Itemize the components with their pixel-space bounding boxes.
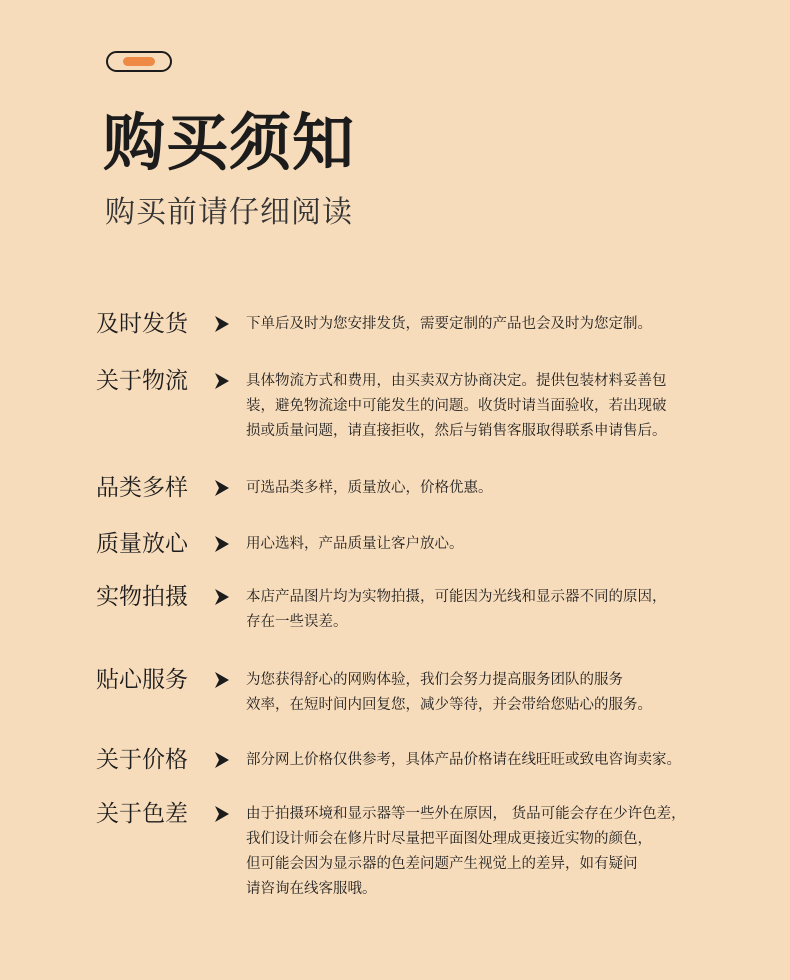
arrow-bullet-icon [213, 371, 231, 391]
notice-text-line: 损或质量问题，请直接拒收，然后与销售客服取得联系申请售后。 [246, 423, 667, 439]
notice-item-text [246, 532, 716, 557]
notice-item-label: 质量放心 [96, 531, 188, 557]
notice-item-label: 实物拍摄 [96, 584, 188, 610]
notice-text-line: 我们设计师会在修片时尽量把平面图处理成更接近实物的颜色， [246, 831, 652, 847]
notice-item-text [246, 802, 716, 902]
notice-text-line: 装，避免物流途中可能发生的问题。收货时请当面验收，若出现破 [246, 398, 667, 414]
notice-text-line: 具体物流方式和费用，由买卖双方协商决定。提供包装材料妥善包 [246, 373, 667, 389]
arrow-bullet-icon [213, 804, 231, 824]
arrow-bullet-icon [213, 534, 231, 554]
notice-item-text [246, 312, 716, 337]
notice-text-line: 效率，在短时间内回复您，减少等待，并会带给您贴心的服务。 [246, 697, 652, 713]
page-title: 购买须知 [103, 106, 356, 179]
notice-item-label: 贴心服务 [96, 667, 188, 693]
arrow-bullet-icon [213, 670, 231, 690]
notice-text-line: 本店产品图片均为实物拍摄，可能因为光线和显示器不同的原因， [246, 589, 667, 605]
notice-item-label: 关于物流 [96, 368, 188, 394]
notice-text-line: 由于拍摄环境和显示器等一些外在原因， 货品可能会存在少许色差， [246, 806, 686, 822]
notice-text-line: 请咨询在线客服哦。 [246, 881, 377, 897]
notice-text-line: 可选品类多样，质量放心，价格优惠。 [246, 480, 493, 496]
notice-text-line: 下单后及时为您安排发货，需要定制的产品也会及时为您定制。 [246, 316, 652, 332]
notice-item-text [246, 585, 716, 635]
notice-item-label: 关于色差 [96, 801, 188, 827]
notice-item-label: 及时发货 [96, 311, 188, 337]
notice-text-line: 但可能会因为显示器的色差问题产生视觉上的差异，如有疑问 [246, 856, 638, 872]
notice-item-label: 关于价格 [96, 747, 188, 773]
notice-text-line: 存在一些误差。 [246, 614, 348, 630]
notice-item-text [246, 476, 716, 501]
notice-text-line: 用心选料，产品质量让客户放心。 [246, 536, 464, 552]
arrow-bullet-icon [213, 750, 231, 770]
notice-item-label: 品类多样 [96, 475, 188, 501]
arrow-bullet-icon [213, 314, 231, 334]
decorative-pill [106, 51, 172, 72]
notice-text-line: 部分网上价格仅供参考，具体产品价格请在线旺旺或致电咨询卖家。 [246, 752, 681, 768]
notice-item-text [246, 748, 716, 773]
notice-item-text [246, 668, 716, 718]
notice-text-line: 为您获得舒心的网购体验，我们会努力提高服务团队的服务 [246, 672, 623, 688]
notice-item-text [246, 369, 716, 444]
arrow-bullet-icon [213, 587, 231, 607]
decorative-pill-fill [123, 57, 155, 66]
page-subtitle: 购买前请仔细阅读 [105, 195, 353, 230]
arrow-bullet-icon [213, 478, 231, 498]
